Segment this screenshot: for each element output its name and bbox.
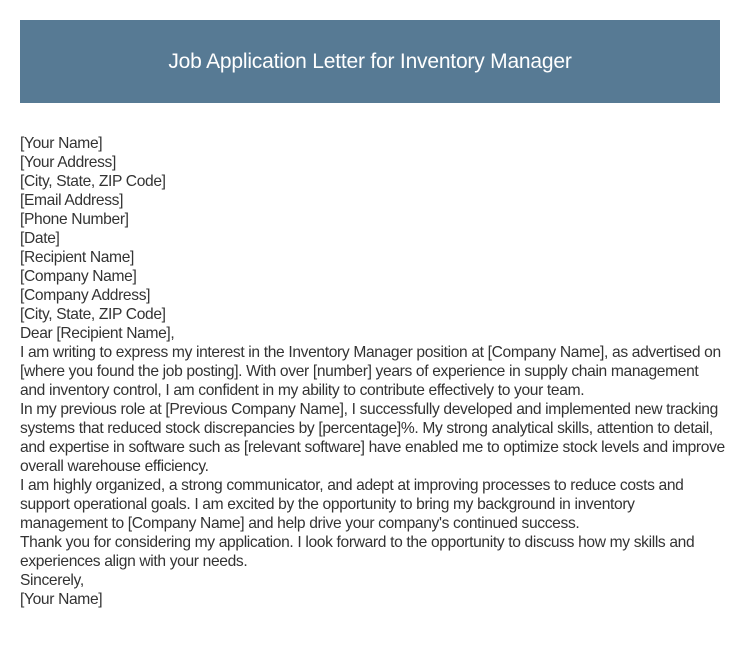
paragraph-experience: In my previous role at [Previous Company Name], I successfully developed and implemented new tracking systems that reduced stock discrepancies by [percentage]%. My strong analytical skills, attention to detail, and expertise in software such as [relevant software] have enabled me to optimize stock levels and improve overall warehouse efficiency.	[20, 401, 725, 475]
paragraph-thanks: Thank you for considering my application. I look forward to the opportunity to discuss how my skills and experiences align with your needs.	[20, 534, 695, 570]
salutation: Dear [Recipient Name],	[20, 325, 175, 342]
page-title: Job Application Letter for Inventory Manager	[168, 49, 572, 73]
sender-city-state-zip: [City, State, ZIP Code]	[20, 173, 166, 190]
letter-date: [Date]	[20, 230, 60, 247]
recipient-name: [Recipient Name]	[20, 249, 135, 266]
paragraph-intro: I am writing to express my interest in the Inventory Manager position at [Company Name], as advertised on [where you found the job posting]. With over [number] years of experience in supply chain management and inventory control, I am confident in my ability to contribute effectively to your team.	[20, 344, 721, 399]
sender-name: [Your Name]	[20, 135, 103, 152]
signature: [Your Name]	[20, 591, 103, 608]
page-header	[20, 20, 720, 103]
recipient-company-address: [Company Address]	[20, 287, 151, 304]
closing: Sincerely,	[20, 572, 84, 589]
letter-body	[20, 134, 725, 609]
sender-address: [Your Address]	[20, 154, 116, 171]
sender-email: [Email Address]	[20, 192, 124, 209]
sender-phone: [Phone Number]	[20, 211, 129, 228]
recipient-city-state-zip: [City, State, ZIP Code]	[20, 306, 166, 323]
paragraph-qualities: I am highly organized, a strong communicator, and adept at improving processes to reduce costs and support operational goals. I am excited by the opportunity to bring my background in inventory management to [Company Name] and help drive your company's continued success.	[20, 477, 684, 532]
recipient-company: [Company Name]	[20, 268, 137, 285]
